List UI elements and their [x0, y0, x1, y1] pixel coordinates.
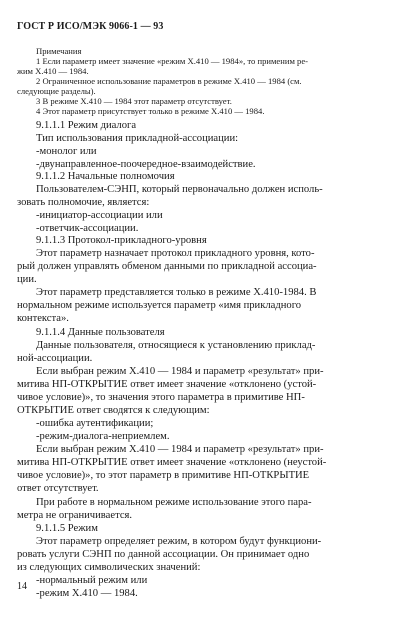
text-line: из следующих символических значений: — [17, 562, 201, 573]
text-line: митива НП-ОТКРЫТИЕ ответ имеет значение «отклонено (неустой- — [17, 457, 327, 468]
text-line: зовать полномочие, является: — [17, 197, 150, 208]
section-heading: 9.1.1.5 Режим — [36, 523, 98, 534]
list-item: -ошибка аутентификации; — [36, 418, 154, 429]
section-heading: 9.1.1.1 Режим диалога — [36, 120, 137, 131]
text-line: контекста». — [17, 313, 69, 324]
notes-heading: Примечания — [36, 46, 82, 56]
note-line: следующие разделы). — [17, 86, 96, 96]
list-item: -режим Х.410 — 1984. — [36, 588, 138, 599]
note-line: 1 Если параметр имеет значение «режим Х.410 — 1984», то применим ре- — [36, 56, 308, 66]
text-line: Тип использования прикладной-ассоциации: — [36, 133, 239, 144]
section-heading: 9.1.1.4 Данные пользователя — [36, 327, 165, 338]
text-line: Пользователем-СЭНП, который первоначально должен исполь- — [36, 184, 323, 195]
text-line: Если выбран режим Х.410 — 1984 и параметр «результат» при- — [36, 444, 324, 455]
text-line: Данные пользователя, относящиеся к установлению приклад- — [36, 340, 316, 351]
list-item: -инициатор-ассоциации или — [36, 210, 163, 221]
text-line: метра не ограничивается. — [17, 510, 133, 521]
text-line: чивое условие)», то значения этого параметра в примитиве НП- — [17, 392, 305, 403]
text-line: ции. — [17, 274, 37, 285]
page-number: 14 — [17, 581, 27, 592]
section-heading: 9.1.1.2 Начальные полномочия — [36, 171, 175, 182]
text-line: Этот параметр назначает протокол прикладного уровня, кото- — [36, 248, 315, 259]
text-line: митива НП-ОТКРЫТИЕ ответ имеет значение «отклонено (устой- — [17, 379, 317, 390]
text-line: чивое условие)», то этот параметр в примитиве НП-ОТКРЫТИЕ — [17, 470, 310, 481]
section-heading: 9.1.1.3 Протокол-прикладного-уровня — [36, 235, 207, 246]
text-line: нормальном режиме используется параметр «имя прикладного — [17, 300, 302, 311]
running-header: ГОСТ Р ИСО/МЭК 9066-1 — 93 — [17, 21, 164, 32]
text-line: ной-ассоциации. — [17, 353, 93, 364]
text-line: рый должен управлять обменом данными по прикладной ассоциа- — [17, 261, 317, 272]
text-line: ОТКРЫТИЕ ответ сводятся к следующим: — [17, 405, 210, 416]
text-line: При работе в нормальном режиме использование этого пара- — [36, 497, 312, 508]
list-item: -монолог или — [36, 146, 97, 157]
list-item: -режим-диалога-неприемлем. — [36, 431, 170, 442]
list-item: -нормальный режим или — [36, 575, 148, 586]
text-line: ровать услуги СЭНП по данной ассоциации. Он принимает одно — [17, 549, 310, 560]
text-line: Этот параметр определяет режим, в котором будут функциони- — [36, 536, 322, 547]
note-line: жим Х.410 — 1984. — [17, 66, 89, 76]
text-line: Этот параметр представляется только в режиме Х.410-1984. В — [36, 287, 317, 298]
note-line: 3 В режиме Х.410 — 1984 этот параметр отсутствует. — [36, 96, 232, 106]
list-item: -ответчик-ассоциации. — [36, 223, 139, 234]
list-item: -двунаправленное-поочередное-взаимодействие. — [36, 159, 256, 170]
text-line: ответ отсутствует. — [17, 483, 99, 494]
note-line: 4 Этот параметр присутствует только в режиме Х.410 — 1984. — [36, 106, 265, 116]
note-line: 2 Ограниченное использование параметров в режиме Х.410 — 1984 (см. — [36, 76, 302, 86]
text-line: Если выбран режим Х.410 — 1984 и параметр «результат» при- — [36, 366, 324, 377]
